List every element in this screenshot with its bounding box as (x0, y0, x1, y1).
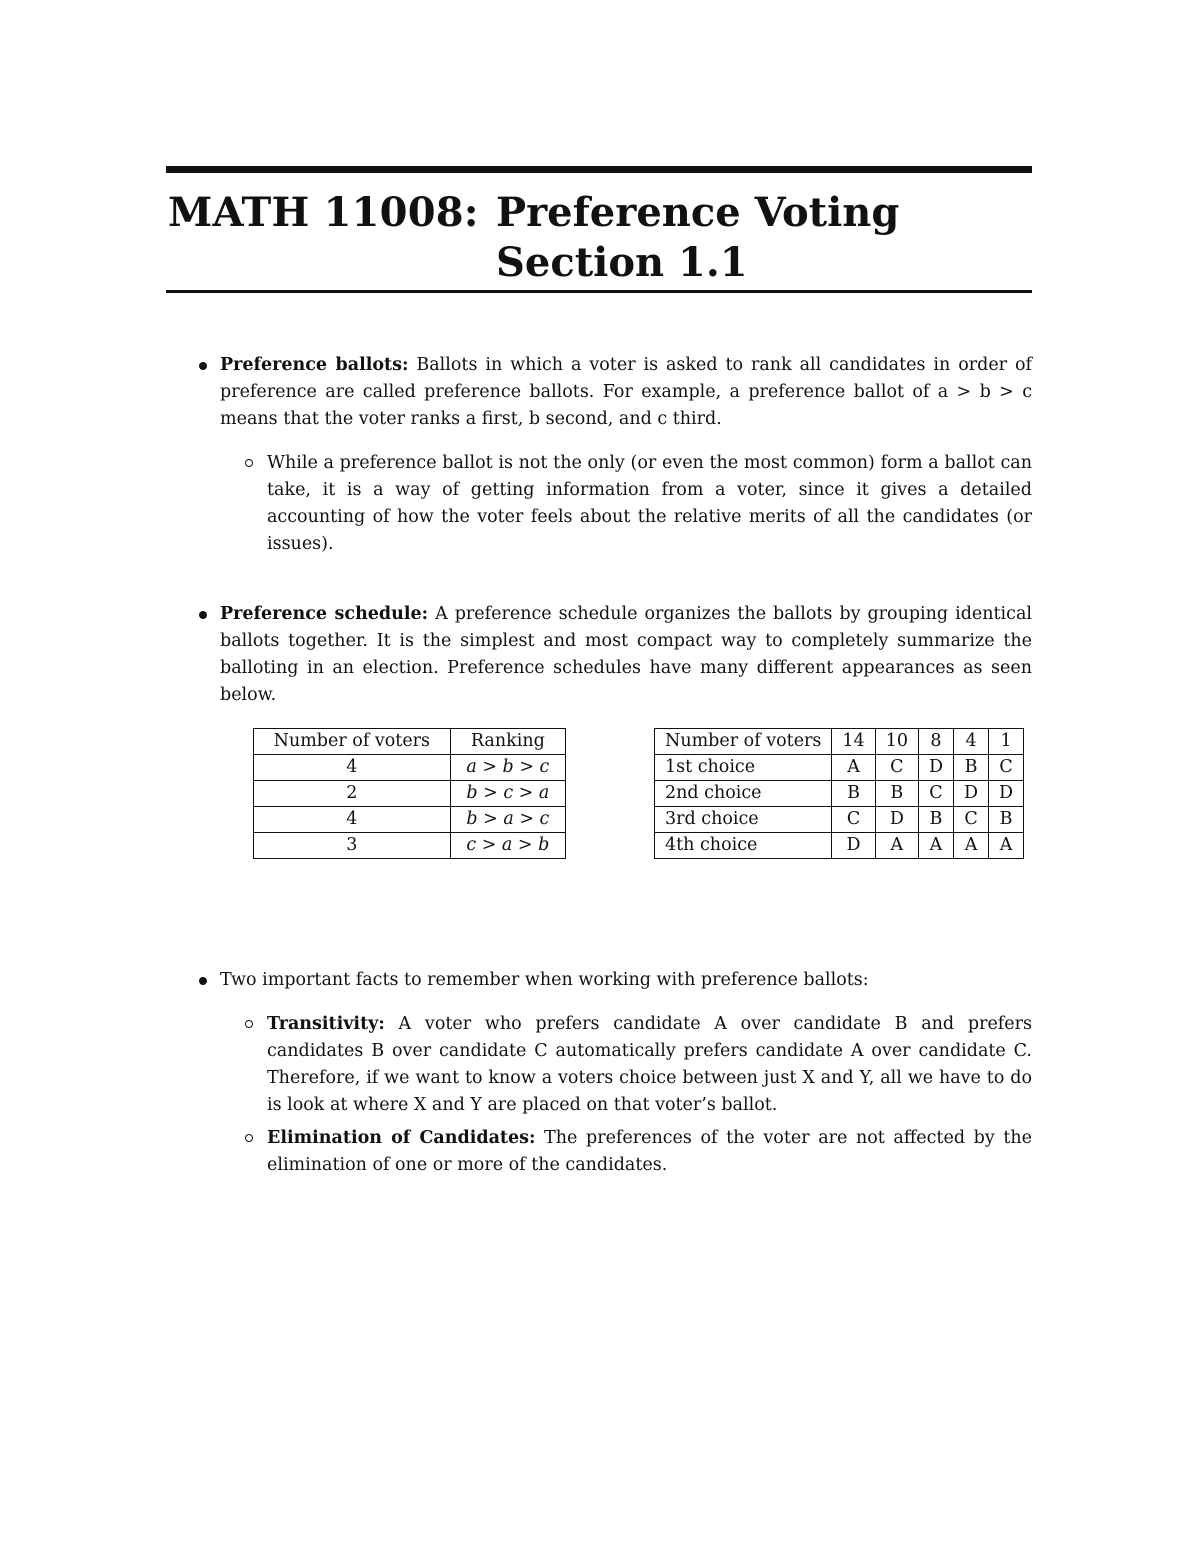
table-cell: B (954, 755, 989, 781)
elimination-text: The preferences of the voter are not affected by the elimination of one or more of the candidates. (267, 1128, 1032, 1175)
table-cell: C (954, 807, 989, 833)
table-row (655, 781, 1024, 807)
table-cell: A (875, 833, 918, 859)
table-cell: b > c > a (450, 781, 565, 807)
table-cell: C (918, 781, 953, 807)
table-cell: 3 (254, 833, 451, 859)
table-cell: c > a > b (450, 833, 565, 859)
table-cell: B (832, 781, 875, 807)
page-title: Preference Voting (496, 189, 900, 236)
table-row (655, 833, 1024, 859)
table-cell: A (954, 833, 989, 859)
transitivity-paragraph (267, 1011, 1032, 1119)
top-rule (166, 166, 1032, 173)
table-header-cell: Number of voters (655, 729, 832, 755)
table-row (655, 807, 1024, 833)
preference-table-ranking (253, 728, 566, 859)
table-cell: A (918, 833, 953, 859)
bullet-icon (199, 362, 207, 370)
table-header-cell: 14 (832, 729, 875, 755)
preference-table-choices (654, 728, 1024, 859)
table-cell: D (832, 833, 875, 859)
table-header-cell: 1 (989, 729, 1024, 755)
table-cell: a > b > c (450, 755, 565, 781)
table-cell: 1st choice (655, 755, 832, 781)
table-cell: 4 (254, 807, 451, 833)
sub-bullet-icon (245, 1020, 253, 1028)
sub-bullet-icon (245, 1134, 253, 1142)
table-row (655, 755, 1024, 781)
bottom-rule (166, 290, 1032, 293)
table-cell: 2nd choice (655, 781, 832, 807)
table-header-cell: 10 (875, 729, 918, 755)
ballots-text: Ballots in which a voter is asked to rank all candidates in order of preference are called preference ballots. For example, a preference ballot of a > b > c means that the voter ranks a first, b second, and c third. (220, 355, 1032, 429)
sub-bullet-icon (245, 459, 253, 467)
table-header-row (254, 729, 566, 755)
table-cell: D (918, 755, 953, 781)
table-cell: B (989, 807, 1024, 833)
schedule-text: A preference schedule organizes the ballots by grouping identical ballots together. It is the simplest and most compact way to completely summarize the balloting in an election. Preference schedules have many different appearances as seen below. (220, 604, 1032, 705)
table-cell: 2 (254, 781, 451, 807)
table-cell: 3rd choice (655, 807, 832, 833)
ballots-term: Preference ballots: (220, 355, 409, 375)
table-cell: C (875, 755, 918, 781)
transitivity-text: A voter who prefers candidate A over candidate B and prefers candidates B over candidate C automatically prefers candidate A over candidate C. Therefore, if we want to know a voters choice between just X and Y, all we have to do is look at where X and Y are placed on that voter’s ballot. (267, 1014, 1032, 1115)
elimination-term: Elimination of Candidates: (267, 1128, 536, 1148)
ballots-note: While a preference ballot is not the only (or even the most common) form a ballot can take, it is a way of getting information from a voter, since it gives a detailed accounting of how the voter feels about the relative merits of all the candidates (or issues). (267, 453, 1032, 554)
table-cell: A (832, 755, 875, 781)
table-cell: C (989, 755, 1024, 781)
elimination-paragraph (267, 1125, 1032, 1179)
table-row (254, 833, 566, 859)
table-cell: 4 (254, 755, 451, 781)
table-cell: A (989, 833, 1024, 859)
facts-intro: Two important facts to remember when working with preference ballots: (220, 970, 869, 990)
table-row (254, 781, 566, 807)
table-row (254, 807, 566, 833)
transitivity-term: Transitivity: (267, 1014, 385, 1034)
table-header-cell: Number of voters (254, 729, 451, 755)
table-header-cell: 4 (954, 729, 989, 755)
table-row (254, 755, 566, 781)
table-cell: C (832, 807, 875, 833)
table-cell: B (875, 781, 918, 807)
table-cell: B (918, 807, 953, 833)
bullet-icon (199, 611, 207, 619)
table-header-row (655, 729, 1024, 755)
table-header-cell: 8 (918, 729, 953, 755)
table-cell: 4th choice (655, 833, 832, 859)
table-cell: D (875, 807, 918, 833)
table-cell: b > a > c (450, 807, 565, 833)
ballots-paragraph (220, 352, 1032, 433)
section-title: Section 1.1 (496, 239, 748, 286)
table-cell: D (954, 781, 989, 807)
schedule-term: Preference schedule: (220, 604, 429, 624)
bullet-icon (199, 977, 207, 985)
table-header-cell: Ranking (450, 729, 565, 755)
schedule-paragraph (220, 601, 1032, 709)
table-cell: D (989, 781, 1024, 807)
course-code: MATH 11008: (168, 189, 479, 236)
